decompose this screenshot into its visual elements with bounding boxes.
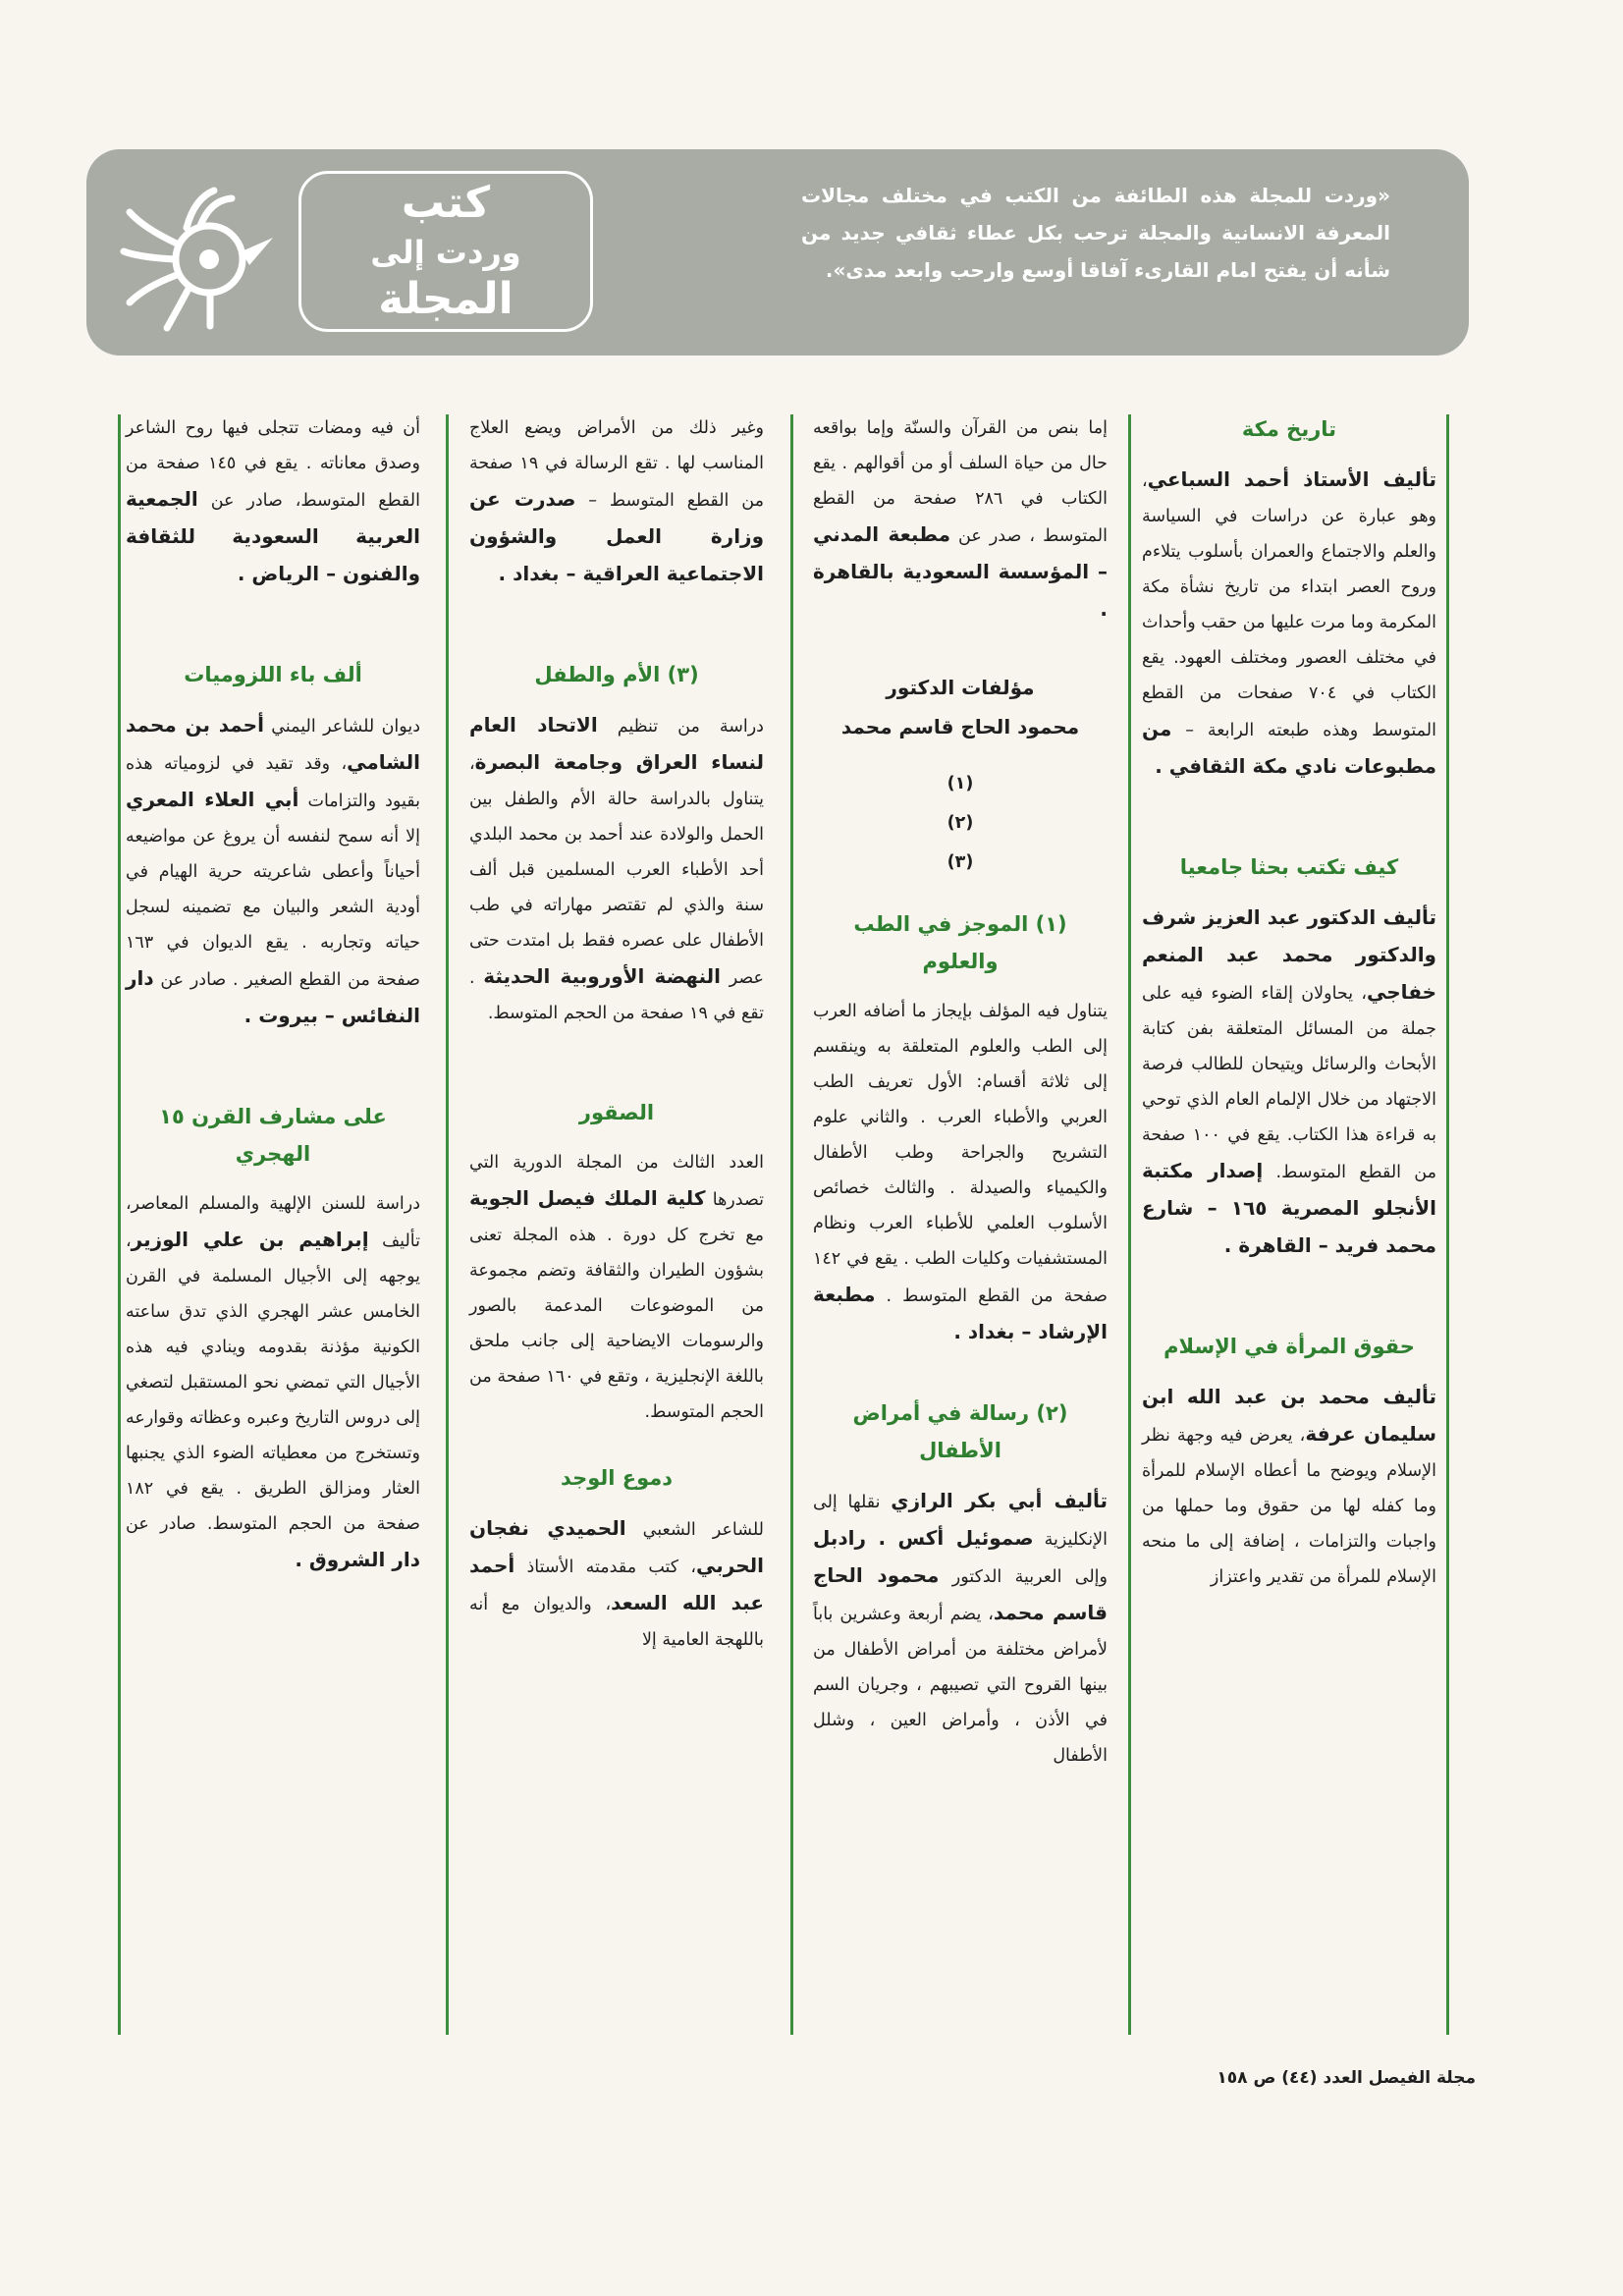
book-entry	[1142, 410, 1436, 786]
book-body: نقلها إلى الإنكليزية	[813, 1493, 1108, 1550]
title-line-2: وردت إلى	[370, 234, 521, 271]
book-title: على مشارف القرن ١٥ الهجري	[159, 1105, 387, 1166]
book-description	[1142, 1379, 1436, 1595]
book-entry-continued	[813, 410, 1108, 629]
book-organization: كلية الملك فيصل الجوية	[469, 1186, 706, 1210]
book-entry	[469, 656, 764, 1031]
book-body: ، يوجهه إلى الأجيال المسلمة في القرن الخامس عشر الهجري الذي تدق ساعته الكونية مؤذنة بقدومه وينادي فيه هذه الأجيال التي تمضي نحو المستقبل لتصغي إلى دروس التاريخ وعبره وعظاته وقوارعه وتستخرج من معطياته الضوء الذي يجنبها العثار ومزالق الطريق . يقع في ١٨٢ صفحة من الحجم المتوسط. صادر عن	[126, 1231, 420, 1534]
column-rule	[1128, 414, 1131, 2035]
book-body: ، والديوان مع أنه باللهجة العامية إلا	[469, 1595, 764, 1650]
book-body: إلا أنه سمح لنفسه أن يروغ عن مواضيعه أحياناً وأعطى شاعريته حرية الهيام في أودية الشعر والبيان مع تضمينه لسجل حياته وتجاربه . يقع الديوان في ١٦٣ صفحة من القطع الصغير . صادر عن	[126, 827, 420, 990]
book-publisher: مطبعة المدني – المؤسسة السعودية بالقاهرة .	[813, 522, 1108, 621]
book-body: ، يحاولان إلقاء الضوء فيه على جملة من المسائل المتعلقة بفن كتابة الأبحاث والرسائل ويتيحان للطالب فرصة الاجتهاد من خلال الإلمام العام الذي توحي به قراءة هذا الكتاب. يقع في ١٠٠ صفحة من القطع المتوسط.	[1142, 984, 1436, 1182]
book-description	[469, 1145, 764, 1430]
book-publisher: مطبعة الإرشاد – بغداد .	[813, 1283, 1108, 1343]
book-reference: أبي العلاء المعري	[126, 788, 299, 811]
column-rule	[1446, 414, 1449, 2035]
book-body: ، يضم أربعة وعشرين باباً لأمراض مختلفة من أمراض الأطفال من بينها القروح التي تصيبهم ، وجريان السم في الأذن ، وأمراض العين ، وشلل الأطفال	[813, 1605, 1108, 1766]
book-description	[126, 707, 420, 1035]
list-item: (٣)	[947, 852, 974, 872]
book-description	[126, 1186, 420, 1579]
book-body: ، كتب مقدمته الأستاذ	[526, 1558, 697, 1577]
book-body: ، وقد تقيد في لزومياته هذه بقيود والتزامات	[126, 754, 420, 811]
book-body: ، يعرض فيه وجهة نظر الإسلام ويوضح ما أعطاه الإسلام للمرأة وما كفله لها من حقوق وما حملها من واجبات والتزامات ، إضافة إلى ما منحه الإسلام للمرأة من تقدير واعتزاز	[1142, 1426, 1436, 1587]
title-line-3: المجلة	[378, 274, 514, 324]
book-author: تأليف الأستاذ أحمد السباعي	[1147, 467, 1436, 491]
column-1	[1142, 410, 1436, 1658]
book-title: ألف باء اللزوميات	[184, 663, 362, 686]
book-author: تأليف الدكتور عبد العزيز شرف والدكتور محمد عبد المنعم خفاجي	[1142, 905, 1436, 1004]
column-rule	[118, 414, 121, 2035]
column-4	[126, 410, 420, 1642]
banner-intro-text: «وردت للمجلة هذه الطائفة من الكتب في مختلف مجالات المعرفة الانسانية والمجلة ترحب بكل عطاء ثقافي جديد من شأنه أن يفتح امام القارىء آفاقا أوسع وارحب وابعد مدى».	[801, 184, 1390, 282]
book-entry	[1142, 848, 1436, 1265]
list-item: (٢)	[947, 813, 974, 833]
book-title: دموع الوجد	[560, 1466, 674, 1490]
book-author: إبراهيم بن علي الوزير	[131, 1228, 369, 1251]
book-translator: صموئيل أكس . رادبل	[813, 1526, 1034, 1550]
column-3	[469, 410, 764, 1721]
book-body: يتناول فيه المؤلف بإيجاز ما أضافه العرب إلى الطب والعلوم المتعلقة به وينقسم إلى ثلاثة أقسام: الأول تعريف الطب العربي والأطباء العرب . والثاني علوم التشريح والجراحة وطب الأطفال والكيمياء والصيدلة . والثالث خصائص الأسلوب العلمي للأطباء العرب ونظام المستشفيات وكليات الطب . يقع في ١٤٢ صفحة من القطع المتوسط .	[813, 1002, 1108, 1306]
book-body: دراسة من تنظيم	[617, 717, 764, 737]
book-description	[813, 410, 1108, 629]
book-description	[813, 994, 1108, 1351]
book-title: الصقور	[578, 1101, 655, 1124]
book-publisher: صدرت عن وزارة العمل والشؤون الاجتماعية العراقية – بغداد .	[469, 487, 764, 585]
book-body: دراسة للسنن الإلهية والمسلم المعاصر، تأليف	[126, 1194, 420, 1251]
book-entry-continued	[469, 410, 764, 593]
book-organization: الاتحاد العام لنساء العراق وجامعة البصرة	[469, 713, 764, 774]
book-body: ديوان للشاعر اليمني	[271, 717, 420, 737]
header-banner	[86, 149, 1469, 355]
book-title: (٢) رسالة في أمراض الأطفال	[852, 1401, 1068, 1462]
book-description	[469, 707, 764, 1031]
book-body: مع تخرج كل دورة . هذه المجلة تعنى بشؤون الطيران والثقافة وتضم مجموعة من الموضوعات المدعمة بالصور والرسومات الايضاحية إلى جانب ملحق باللغة الإنجليزية ، وتقع في ١٦٠ صفحة من الحجم المتوسط.	[469, 1226, 765, 1422]
book-body: أن فيه ومضات تتجلى فيها روح الشاعر وصدق معاناته . يقع في ١٤٥ صفحة من القطع المتوسط، صادر عن	[126, 418, 420, 511]
book-description	[469, 410, 764, 593]
book-publisher: الجمعية العربية السعودية للثقافة والفنون – الرياض .	[126, 487, 420, 585]
book-author: تأليف أبي بكر الرازي	[891, 1489, 1108, 1512]
title-line-1: كتب	[401, 178, 491, 228]
book-author: تأليف محمد بن عبد الله ابن سليمان عرفة	[1142, 1385, 1437, 1446]
book-poet: أحمد بن محمد الشامي	[126, 713, 420, 774]
book-title: (١) الموجز في الطب والعلوم	[853, 912, 1067, 973]
column-2	[813, 410, 1108, 1836]
bird-logo-icon	[116, 169, 283, 336]
page-footer: مجلة الفيصل العدد (٤٤) ص ١٥٨	[1217, 2068, 1476, 2088]
book-title: حقوق المرأة في الإسلام	[1163, 1335, 1415, 1358]
book-title: (٣) الأم والطفل	[534, 663, 699, 686]
book-body: ، يتناول بالدراسة حالة الأم والطفل بين الحمل والولادة عند أحمد بن محمد البلدي أحد الأطباء العرب المسلمين قبل ألف سنة والذي لم تقتصر مهاراته في طب الأطفال على عصره فقط بل امتدت حتى عصر	[469, 754, 764, 988]
book-title: تاريخ مكة	[1241, 417, 1337, 441]
author-works-heading	[813, 668, 1108, 746]
book-body: وإلى العربية الدكتور	[951, 1567, 1108, 1587]
book-description	[1142, 900, 1436, 1265]
section-title-box	[298, 171, 593, 332]
book-translator: محمود الحاج قاسم محمد	[813, 1563, 1108, 1624]
column-rule	[790, 414, 793, 2035]
book-entry	[813, 905, 1108, 1351]
book-poet: الحميدي نفجان الحربي	[469, 1516, 764, 1577]
book-entry-continued	[126, 410, 420, 593]
book-body: ، وهو عبارة عن دراسات في السياسة والعلم والاجتماع والعمران بأسلوب يتلاءم وروح العصر ابتداء من تاريخ نشأة مكة المكرمة وما مرت عليها من حقب وأحداث في مختلف العصور ومختلف العهود. يقع الكتاب في ٧٠٤ صفحات من القطع المتوسط وهذه طبعته الرابعة –	[1142, 471, 1436, 740]
book-body: إما بنص من القرآن والسنّة وإما بواقعه حال من حياة السلف أو من أقوالهم . يقع الكتاب في ٢٨٦ صفحة من القطع المتوسط ، صدر عن	[813, 418, 1108, 546]
book-description	[1142, 462, 1436, 786]
book-entry	[813, 1394, 1108, 1774]
book-entry	[126, 656, 420, 1035]
book-description	[813, 1483, 1108, 1774]
book-description	[469, 1510, 764, 1658]
author-works-label: مؤلفات الدكتور	[886, 676, 1035, 699]
book-entry	[469, 1459, 764, 1658]
book-entry	[469, 1094, 764, 1430]
book-entry	[126, 1098, 420, 1579]
column-rule	[446, 414, 449, 2035]
author-works-name: محمود الحاج قاسم محمد	[840, 715, 1080, 738]
book-body: وغير ذلك من الأمراض ويضع العلاج المناسب لها . تقع الرسالة في ١٩ صفحة من القطع المتوسط –	[469, 418, 764, 511]
book-description	[126, 410, 420, 593]
book-publisher: دار الشروق .	[295, 1548, 420, 1571]
book-writer: أحمد عبد الله السعد	[469, 1554, 764, 1614]
book-era: النهضة الأوروبية الحديثة	[483, 964, 722, 988]
book-publisher: دار النفائس – بيروت .	[126, 966, 420, 1027]
list-item: (١)	[947, 774, 974, 793]
book-body: . تقع في ١٩ صفحة من الحجم المتوسط.	[469, 968, 764, 1023]
book-publisher: إصدار مكتبة الأنجلو المصرية ١٦٥ – شارع محمد فريد – القاهرة .	[1142, 1159, 1436, 1257]
numbered-list	[813, 764, 1108, 882]
book-body: العدد الثالث من المجلة الدورية التي تصدرها	[469, 1153, 764, 1210]
book-entry	[1142, 1328, 1436, 1595]
book-body: للشاعر الشعبي	[642, 1520, 764, 1540]
book-title: كيف تكتب بحثا جامعيا	[1179, 855, 1399, 879]
book-publisher: من مطبوعات نادي مكة الثقافي .	[1142, 717, 1436, 778]
